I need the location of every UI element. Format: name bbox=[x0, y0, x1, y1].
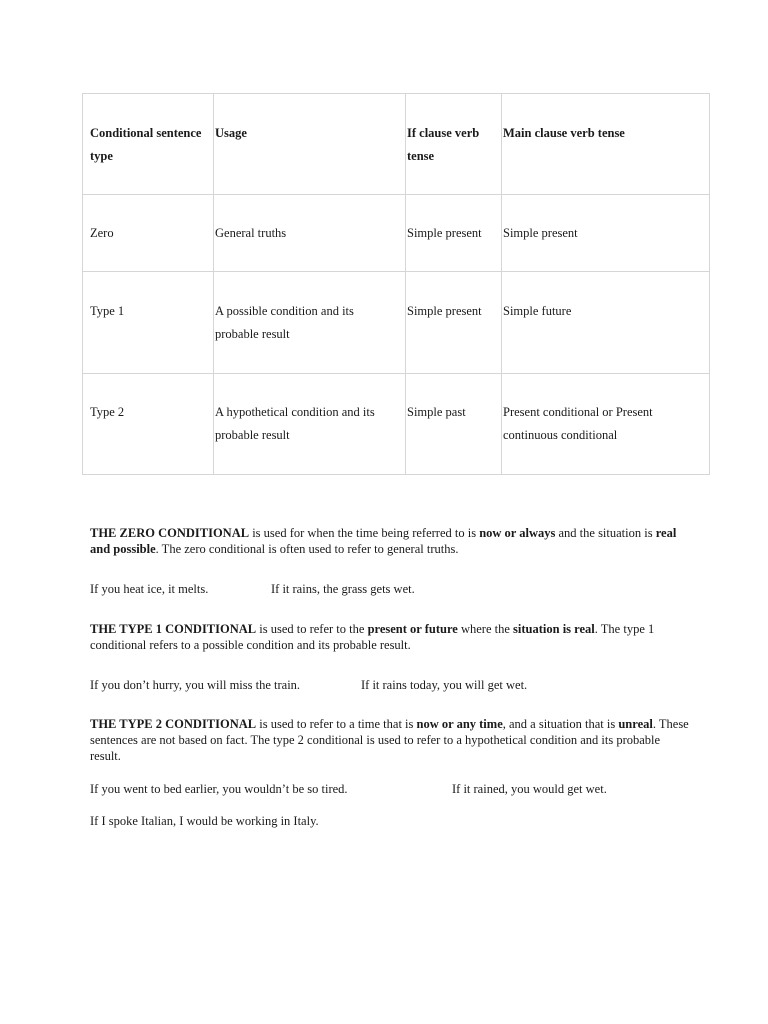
paragraph-text: . The type 1 conditional refers to a possible condition and its probable result. bbox=[90, 622, 655, 652]
paragraph-text: , and a situation that is bbox=[502, 717, 619, 731]
type2-example-1: If you went to bed earlier, you wouldn’t be so tired. bbox=[90, 782, 348, 796]
header-cell-if-clause: If clause verb tense bbox=[406, 94, 502, 195]
table-cell: Simple future bbox=[502, 272, 710, 374]
table-cell: A hypothetical condition and its probable result bbox=[214, 374, 406, 475]
emphasis-text: unreal bbox=[618, 717, 653, 731]
emphasis-text: real and possible bbox=[90, 526, 677, 556]
type2-conditional-heading: THE TYPE 2 CONDITIONAL bbox=[90, 717, 257, 731]
emphasis-text: present or future bbox=[367, 622, 458, 636]
table-cell: Simple past bbox=[406, 374, 502, 475]
paragraph-text: where the bbox=[457, 622, 514, 636]
table-row bbox=[83, 374, 710, 475]
emphasis-text: now or always bbox=[479, 526, 556, 540]
zero-example-1: If you heat ice, it melts. bbox=[90, 582, 209, 596]
type1-example-2: If it rains today, you will get wet. bbox=[361, 678, 528, 692]
table-cell: Simple present bbox=[406, 272, 502, 374]
table-cell: A possible condition and its probable result bbox=[214, 272, 406, 374]
zero-conditional-heading: THE ZERO CONDITIONAL bbox=[90, 526, 250, 540]
table-cell: Type 1 bbox=[83, 272, 214, 374]
paragraph-text: is used to refer to the bbox=[256, 622, 368, 636]
zero-example-2: If it rains, the grass gets wet. bbox=[271, 582, 415, 596]
table-row bbox=[83, 272, 710, 374]
type1-example-1: If you don’t hurry, you will miss the train. bbox=[90, 678, 301, 692]
table-cell: Simple present bbox=[406, 195, 502, 272]
type1-conditional-heading: THE TYPE 1 CONDITIONAL bbox=[90, 622, 257, 636]
type2-example-3: If I spoke Italian, I would be working in Italy. bbox=[90, 814, 319, 828]
zero-conditional-paragraph bbox=[90, 525, 690, 557]
emphasis-text: situation is real bbox=[513, 622, 595, 636]
type2-example-2: If it rained, you would get wet. bbox=[452, 782, 607, 796]
table-cell: Zero bbox=[83, 195, 214, 272]
header-cell-type: Conditional sentence type bbox=[83, 94, 214, 195]
table-cell: Simple present bbox=[502, 195, 710, 272]
table-cell: Type 2 bbox=[83, 374, 214, 475]
table-cell: General truths bbox=[214, 195, 406, 272]
table-cell: Present conditional or Present continuous conditional bbox=[502, 374, 710, 475]
conditionals-table bbox=[82, 93, 710, 475]
paragraph-text: and the situation is bbox=[555, 526, 656, 540]
table-row bbox=[83, 195, 710, 272]
header-cell-main-clause: Main clause verb tense bbox=[502, 94, 710, 195]
type1-conditional-paragraph bbox=[90, 621, 690, 653]
type2-conditional-paragraph bbox=[90, 716, 690, 764]
paragraph-text: . The zero conditional is often used to refer to general truths. bbox=[155, 542, 459, 556]
paragraph-text: is used for when the time being referred to is bbox=[249, 526, 480, 540]
table-header-row bbox=[83, 94, 710, 195]
paragraph-text: . These sentences are not based on fact. The type 2 conditional is used to refer to a hypothetical condition and its probable result. bbox=[90, 717, 689, 763]
emphasis-text: now or any time bbox=[416, 717, 503, 731]
header-cell-usage: Usage bbox=[214, 94, 406, 195]
paragraph-text: is used to refer to a time that is bbox=[256, 717, 417, 731]
